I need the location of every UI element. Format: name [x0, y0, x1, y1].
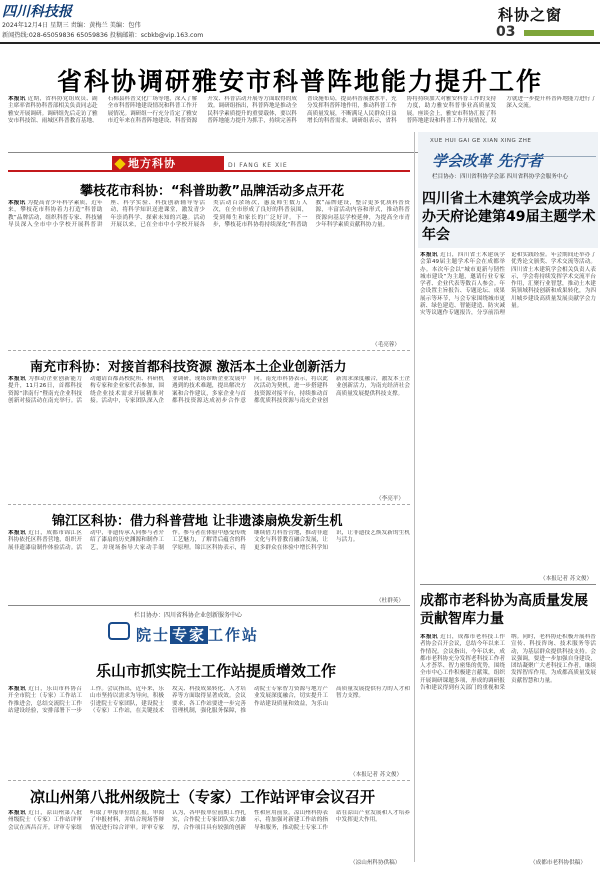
story-body-nanchong [8, 376, 410, 494]
story-title-jinjiang: 锦江区科协：借力科普营地 让非遗漆扇焕发新生机 [52, 514, 343, 529]
story-intro: 本报讯 [420, 252, 438, 258]
story-text: 近日，乐山市科协召开全市院士（专家）工作站工作推进会，总结交流院士工作站建设经验，安排部署下一步工作。会议指出，近年来，乐山市坚持以需求为导向，积极引进院士专家团队，建设院士（专家）工作站，在关键技术攻关、科技成果转化、人才培养等方面取得显著成效。会议要求，各工作站要进一步完善管理机制，强化服务保障，推动院士专家智力资源与地方产业发展深度融合，切实提升工作站建设质量和效益，为乐山高质量发展提供有力的人才和智力支撑。 [8, 686, 410, 714]
story-intro: 本报讯 [8, 810, 27, 816]
academician-cosponsor: 栏目协办：四川省科协企业创新服务中心 [134, 612, 243, 619]
column-divider [414, 132, 415, 862]
byline-leshan: （本报记者 苏文俊） [350, 772, 403, 778]
story-body-elderly [420, 634, 596, 856]
byline-elderly: （成都市老科协供稿） [530, 860, 586, 866]
main-headline: 省科协调研雅安市科普阵地能力提升工作 [56, 67, 543, 96]
lead-intro: 本报讯 [8, 96, 26, 102]
academician-banner [8, 608, 410, 650]
story-title-panzhihua: 攀枝花市科协：“科普助教”品牌活动多点开花 [80, 184, 345, 199]
story-intro: 本报讯 [8, 530, 27, 536]
story-body-panzhihua [8, 200, 410, 340]
academician-title-b: 专家 [172, 626, 207, 644]
story-text: 近日，成都市老科技工作者协会召开会议，总结今年以来工作情况。会议指出，今年以来，成都市老科协充分发挥老科技工作者人才荟萃、智力密集的优势，围绕全市中心工作积极建言献策，组织开展调研课题多项，形成的调研报告和建议得到有关部门的重视和采纳。同时，老科协还积极开展科普宣传、科技咨询、技术服务等活动，为基层群众提供科技支持。会议强调，要进一步加强自身建设，团结凝聚广大老科技工作者，继续发挥智库作用，为成都高质量发展贡献智慧和力量。 [420, 634, 596, 692]
society-column-box [418, 132, 598, 248]
story-body-jinjiang [8, 530, 410, 600]
society-column-cosponsor: 栏目协办：四川省科协学会部 四川省科协学会服务中心 [432, 174, 569, 180]
story-text: 为推动企业创新能力提升，11月26日，首都科技资源“津南行”暨南充企业科技创新对接活动在南充举行。活动邀请首都高校院所、科研机构专家和企业家代表参加，围绕企业技术需求开展精准对接。活动中，专家团队深入企业调研，现场诊断企业发展中遇到的技术难题，提出解决方案和合作建议，多家企业与首都科技资源达成初步合作意向。南充市科协表示，将以此次活动为契机，进一步搭建科技资源对接平台，持续推动首都优质科技资源与南充企业创新需求深度融合，激发本土企业创新活力，为南充经济社会高质量发展提供科技支撑。 [8, 376, 410, 404]
society-column-title: 学会改革 先行者 [432, 152, 543, 170]
story-intro: 本报讯 [8, 200, 26, 206]
byline-jinjiang: （杜群英） [376, 598, 404, 604]
masthead [0, 0, 600, 44]
story-title-civil: 四川省土木建筑学会成功举办天府论建第49届主题学术年会 [422, 191, 596, 243]
decor-line [512, 156, 596, 170]
story-body-civil [420, 252, 596, 572]
byline-panzhihua: （毛亮蓉） [372, 342, 400, 348]
story-intro: 本报讯 [8, 376, 27, 382]
local-section-banner [8, 156, 410, 172]
byline-civil: （本报记者 苏文俊） [540, 576, 593, 582]
byline-nanchong: （李亮平） [376, 496, 404, 502]
divider [8, 504, 410, 505]
section-bar [524, 30, 594, 36]
story-title-nanchong: 南充市科协：对接首都科技资源 激活本土企业创新活力 [30, 360, 347, 375]
story-text: 近日，凉山州第八批州级院士（专家）工作站评审会议在西昌召开。评审专家组听取了申报单位的汇报，审阅了申报材料，并结合现场答辩情况进行综合评审。评审专家认为，各申报单位前期工作扎实，合作院士专家团队实力雄厚，合作项目具有较强的创新性和应用前景。凉山州科协表示，将加强对新建工作站的指导和服务，推动院士专家工作站在凉山产业发展和人才培养中发挥更大作用。 [8, 810, 410, 831]
story-body-leshan [8, 686, 410, 770]
academician-logo-icon [108, 622, 130, 640]
story-intro: 本报讯 [8, 686, 27, 692]
local-section-label: 地方科协 [112, 156, 224, 172]
local-section-pinyin: DI FANG KE XIE [228, 162, 288, 169]
story-text: 近日，成都市锦江区科协依托区科普营地，组织开展非遗漆扇制作体验活动。活动中，非遗传承人向参与者介绍了漆扇的历史渊源和制作工艺，并现场指导大家动手制作。参与者在体验中感受传统工艺魅力，了解背后蕴含的科学原理。锦江区科协表示，将继续借力科普营地，推动非遗文化与科普教育融合发展，让更多群众在体验中增长科学知识，让非遗技艺焕发新的生机与活力。 [8, 530, 410, 551]
story-text: 近日，四川省土木建筑学会第49届主题学术年会在成都举办。本次年会以“城市更新与韧性城市建设”为主题，邀请行业专家学者、企业代表等数百人参会。年会设置主旨报告、专题论坛、成果展示等环节，与会专家围绕城市更新、绿色建造、智能建造、防灾减灾等议题作专题报告，分享前沿理论和实践经验。年会期间还举办了优秀论文颁奖、学术交流等活动。四川省土木建筑学会相关负责人表示，学会将持续发挥学术交流平台作用，汇聚行业智慧，推动土木建筑领域科技创新和成果转化，为四川城乡建设高质量发展贡献学会力量。 [420, 252, 596, 317]
story-text: 为提高青少年科学素质，近年来，攀枝花市科协着力打造“科普助教”品牌活动，组织科普专家、科技辅导员深入全市中小学校开展科普讲座、科学实验、科技创新辅导等活动，将科学知识送进课堂，激发青少年崇尚科学、探索未知的兴趣。活动开展以来，已在全市中小学校开展各类活动百余场次，惠及师生数万人次，在全市形成了良好的科普氛围，受到师生和家长的广泛好评。下一步，攀枝花市科协将持续深化“科普助教”品牌建设，整合更多优质科普资源，丰富活动内容和形式，推动科普资源向基层学校延伸，为提高全市青少年科学素质贡献科协力量。 [8, 200, 410, 228]
story-title-liangshan: 凉山州第八批州级院士（专家）工作站评审会议召开 [30, 788, 376, 806]
date-line: 2024年12月4日 星期三 责编：黄梅兰 美编：包伟 [2, 22, 141, 29]
story-body-liangshan [8, 810, 410, 856]
story-title-leshan: 乐山市抓实院士工作站提质增效工作 [96, 662, 337, 680]
section-title: 科协之窗 [498, 6, 563, 24]
byline-liangshan: （凉山州科协供稿） [350, 860, 401, 866]
academician-title-a: 院士 [136, 626, 171, 644]
story-title-elderly: 成都市老科协为高质量发展贡献智库力量 [420, 593, 588, 627]
divider [8, 780, 410, 781]
academician-title-c: 工作站 [208, 626, 260, 644]
society-column-pinyin: XUE HUI GAI GE XIAN XING ZHE [430, 138, 532, 144]
divider [8, 350, 410, 351]
story-intro: 本报讯 [420, 634, 438, 640]
page-number: 03 [496, 24, 516, 40]
divider [8, 605, 410, 606]
lead-body: 近期，省科协党组成员、副主席率省科协科普部相关负责同志赴雅安开展调研。调研组先后走访了雅安市科技馆、雨城区科普教育基地、石棉县科普文化广场等地，深入了解全市科普阵地建设情况和科普工作开展情况。调研组一行充分肯定了雅安市近年来在科普阵地建设、科普资源开发、科普活动开展等方面取得的成效。调研组指出，科普阵地是推动全民科学素质提升的重要载体，要以科普阵地能力提升为抓手，持续完善科普设施布局，提高科普展教水平，充分发挥科普阵地作用，推动科普工作高质量发展，不断满足人民群众日益增长的科普需求。调研组表示，省科协将持续加大对雅安科普工作的支持力度，助力雅安科普事业高质量发展。座谈会上，雅安市科协汇报了科普阵地建设和科普工作开展情况，双方就进一步提升科普阵地能力进行了深入交流。 [8, 96, 596, 124]
contact-line: 新闻热线:028-65059836 65059836 投稿邮箱：scbkb@vip.163.com [2, 32, 204, 39]
newspaper-brand: 四川科技报 [2, 4, 72, 20]
divider [420, 584, 596, 585]
academician-title [136, 624, 259, 645]
